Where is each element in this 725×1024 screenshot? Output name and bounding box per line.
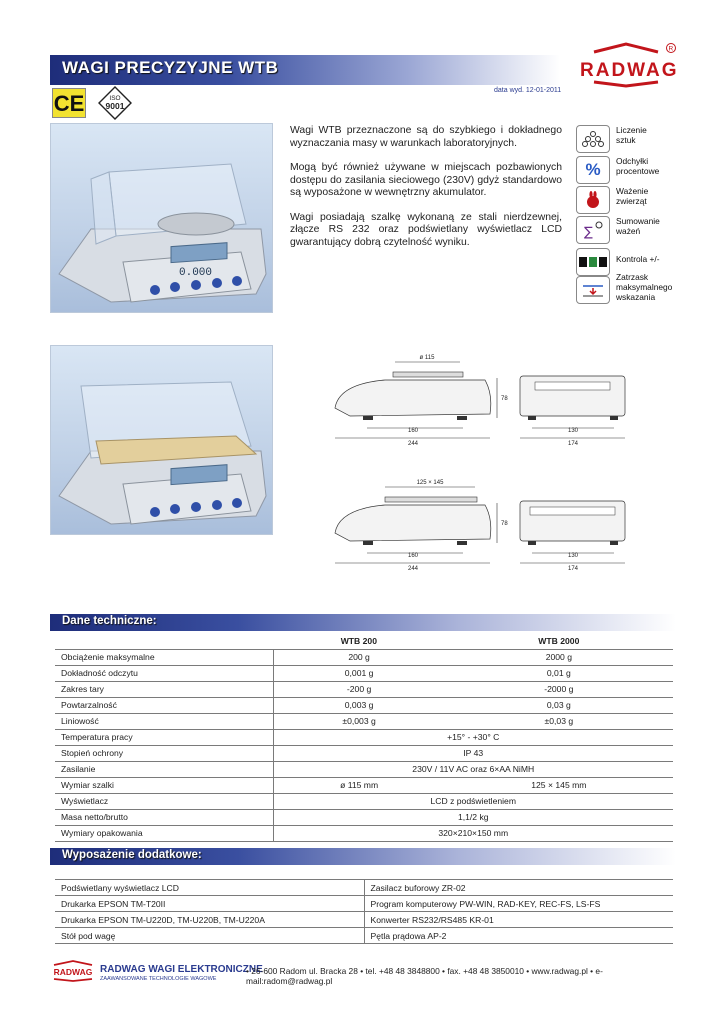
feature-label: Kontrola +/- (616, 254, 660, 264)
table-row: Zasilanie 230V / 11V AC oraz 6×AA NiMH (55, 761, 673, 777)
dim-depth-feet: 130 (567, 553, 579, 559)
tech-spec-table (55, 633, 673, 842)
table-row: Wymiar szalki ø 115 mm 125 × 145 mm (55, 777, 673, 793)
feature-percent (576, 156, 706, 188)
description-paragraph-3: Wagi posiadają szalkę wykonaną ze stali nierdzewnej, złącze RS 232 oraz podświetlany wyświetlacz LCD gwarantujący dobrą czytelność wyniku. (290, 211, 562, 248)
dim-depth: 174 (567, 566, 579, 572)
tech-section-title: Dane techniczne: (62, 615, 157, 627)
sum-icon (576, 216, 610, 244)
description-paragraph-2: Mogą być również używane w miejscach pozbawionych dostępu do zasilania sieciowego (230V) gdyż standardowo są wyposażone w wewnętrzny akumulator. (290, 162, 562, 198)
animal-icon (576, 186, 610, 214)
percent-icon: % (576, 156, 610, 184)
footer-company: RADWAG WAGI ELEKTRONICZNE (100, 964, 263, 975)
feature-animal (576, 186, 706, 218)
dim-depth: 174 (567, 441, 579, 447)
counting-icon (576, 125, 610, 153)
feature-label: Ważenie zwierząt (616, 186, 649, 206)
table-row: Wyświetlacz LCD z podświetleniem (55, 793, 673, 809)
feature-label: Sumowanie ważeń (616, 216, 660, 236)
dimension-drawing-rect (325, 475, 635, 575)
accessories-table (55, 879, 673, 944)
logo-text: RADWAG (580, 60, 679, 81)
feature-max-hold (576, 272, 706, 308)
ce-mark: CE (52, 88, 86, 118)
feature-sum (576, 216, 706, 248)
table-row: Zakres tary -200 g -2000 g (55, 681, 673, 697)
iso-9001-badge (98, 86, 132, 120)
page-title: WAGI PRECYZYJNE WTB (62, 58, 279, 77)
dim-pan-size: 125 × 145 (416, 480, 444, 486)
footer (50, 960, 680, 984)
iso-top-label: ISO (109, 95, 121, 102)
svg-text:∑: ∑ (584, 225, 593, 240)
table-row: Liniowość ±0,003 g ±0,03 g (55, 713, 673, 729)
product-photo-round-pan (50, 123, 273, 313)
dim-width: 244 (407, 441, 419, 447)
model-header: WTB 2000 (445, 633, 673, 649)
issue-date: data wyd. 12-01-2011 (494, 87, 562, 94)
table-row: Dokładność odczytu 0,001 g 0,01 g (55, 665, 673, 681)
dim-pan-size: ø 115 (419, 355, 435, 361)
feature-label: Liczenie sztuk (616, 125, 647, 145)
product-photo-rect-pan (50, 345, 273, 535)
table-header-row (55, 633, 673, 649)
dim-depth-feet: 130 (567, 428, 579, 434)
table-row: Stopień ochrony IP 43 (55, 745, 673, 761)
max-hold-icon (576, 276, 610, 304)
svg-text:R: R (668, 45, 674, 53)
accessories-section-title: Wyposażenie dodatkowe: (62, 849, 202, 861)
table-row: Drukarka EPSON TM-T20II Program komputerowy PW-WIN, RAD-KEY, REC-FS, LS-FS (55, 896, 673, 912)
table-row: Obciążenie maksymalne 200 g 2000 g (55, 649, 673, 665)
table-row: Drukarka EPSON TM-U220D, TM-U220B, TM-U220A Konwerter RS232/RS485 KR-01 (55, 912, 673, 928)
footer-logo-text: RADWAG (53, 967, 93, 977)
table-row: Powtarzalność 0,003 g 0,03 g (55, 697, 673, 713)
footer-logo (50, 960, 96, 985)
table-row: Temperatura pracy +15° - +30° C (55, 729, 673, 745)
table-row: Podświetlany wyświetlacz LCD Zasilacz buforowy ZR-02 (55, 880, 673, 896)
footer-address: • 26-600 Radom ul. Bracka 28 • tel. +48 48 3848800 • fax. +48 48 3850010 • www.radwag.pl • e-mail:radom@radwag.pl (246, 966, 603, 986)
feature-counting (576, 125, 706, 157)
radwag-logo (574, 42, 679, 88)
table-row: Stół pod wagę Pętla prądowa AP-2 (55, 928, 673, 944)
dim-feet: 160 (407, 428, 419, 434)
description-paragraph-1: Wagi WTB przeznaczone są do szybkiego i dokładnego wyznaczania masy w warunkach laboratoryjnych. (290, 125, 562, 149)
dim-feet: 160 (407, 553, 419, 559)
iso-number-label: 9001 (105, 101, 125, 111)
product-description (290, 125, 562, 261)
table-row: Wymiary opakowania 320×210×150 mm (55, 825, 673, 841)
dim-height: 78 (501, 396, 508, 402)
footer-tagline: ZAAWANSOWANE TECHNOLOGIE WAGOWE (100, 976, 217, 982)
lcd-reading: 0.000 (179, 267, 213, 279)
feature-label: Odchyłki procentowe (616, 156, 660, 176)
model-header: WTB 200 (273, 633, 445, 649)
dim-width: 244 (407, 566, 419, 572)
table-row: Masa netto/brutto 1,1/2 kg (55, 809, 673, 825)
dim-height: 78 (501, 521, 508, 527)
feature-label: Zatrzask maksymalnego wskazania (616, 272, 673, 302)
dimension-drawing-round (325, 350, 635, 450)
